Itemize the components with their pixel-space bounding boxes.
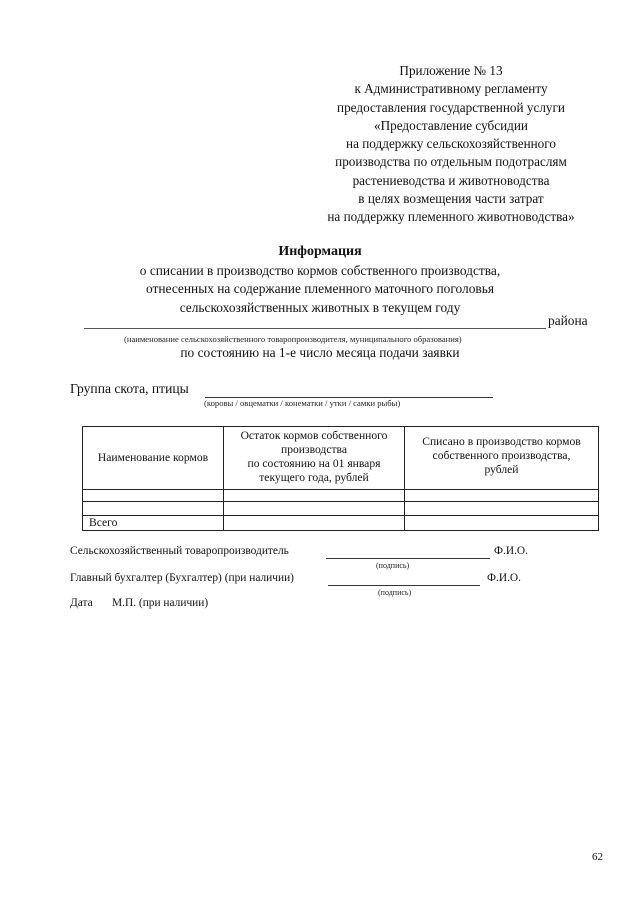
appendix-line: в целях возмещения части затрат (358, 191, 544, 207)
livestock-group-label: Группа скота, птицы (70, 381, 189, 396)
district-fill-line[interactable] (84, 328, 546, 329)
appendix-header (300, 62, 602, 227)
header-feed-name: Наименование кормов (83, 427, 224, 490)
appendix-line: Приложение № 13 (399, 63, 503, 78)
document-subtitle (0, 262, 640, 317)
producer-fio: Ф.И.О. (494, 545, 528, 557)
header-remainder-line: Остаток кормов собственного (240, 429, 388, 442)
table-total-row (83, 516, 599, 531)
livestock-group-caption: (коровы / овцематки / конематки / утки / самки рыбы) (204, 398, 401, 408)
district-suffix: района (548, 313, 588, 328)
accountant-label: Главный бухгалтер (Бухгалтер) (при наличии) (70, 572, 294, 584)
table-cell[interactable] (224, 490, 405, 502)
appendix-line: на поддержку племенного животноводства» (327, 209, 575, 225)
table-cell[interactable] (83, 490, 224, 502)
header-remainder (224, 427, 405, 490)
district-field (84, 313, 604, 331)
subtitle-line: о списании в производство кормов собственного производства, (139, 263, 501, 278)
document-title: Информация (278, 244, 362, 259)
appendix-line: «Предоставление субсидии (374, 117, 528, 133)
table-header-row (83, 427, 599, 490)
as-of-date-line: по состоянию на 1-е число месяца подачи заявки (180, 345, 460, 360)
subtitle-line: отнесенных на содержание племенного маточного поголовья (146, 281, 494, 297)
header-written-off-line: рублей (484, 463, 519, 476)
appendix-line: растениеводства и животноводства (352, 172, 550, 188)
accountant-signature-line[interactable] (328, 585, 480, 586)
table-row (83, 490, 599, 502)
date-label: Дата (70, 597, 93, 609)
table-cell[interactable] (224, 502, 405, 516)
header-written-off-line: собственного производства, (432, 449, 571, 462)
accountant-fio: Ф.И.О. (487, 572, 521, 584)
table-cell[interactable] (405, 516, 599, 531)
district-caption: (наименование сельскохозяйственного товаропроизводителя, муниципального образования) (124, 334, 462, 344)
header-remainder-line: производства (280, 443, 348, 456)
stamp-label: М.П. (при наличии) (112, 597, 209, 609)
table-cell[interactable] (405, 490, 599, 502)
header-written-off (405, 427, 599, 490)
subtitle-line: сельскохозяйственных животных в текущем году (179, 299, 461, 315)
appendix-line: на поддержку сельскохозяйственного (346, 136, 556, 152)
header-remainder-line: по состоянию на 01 января (247, 457, 381, 470)
page-number: 62 (592, 851, 603, 863)
producer-signature-line[interactable] (326, 558, 490, 559)
feed-writeoff-table (82, 426, 599, 531)
appendix-line: к Административному регламенту (354, 81, 548, 97)
header-written-off-line: Списано в производство кормов (422, 435, 581, 448)
table-cell[interactable] (224, 516, 405, 531)
appendix-line: производства по отдельным подотраслям (335, 154, 567, 170)
producer-label: Сельскохозяйственный товаропроизводитель (70, 545, 289, 557)
table-cell[interactable] (83, 502, 224, 516)
header-remainder-line: текущего года, рублей (259, 471, 369, 484)
table-row (83, 502, 599, 516)
producer-signature-caption: (подпись) (376, 561, 410, 570)
table-cell[interactable] (405, 502, 599, 516)
accountant-signature-caption: (подпись) (378, 588, 412, 597)
appendix-line: предоставления государственной услуги (337, 99, 565, 115)
total-label: Всего (83, 516, 224, 531)
